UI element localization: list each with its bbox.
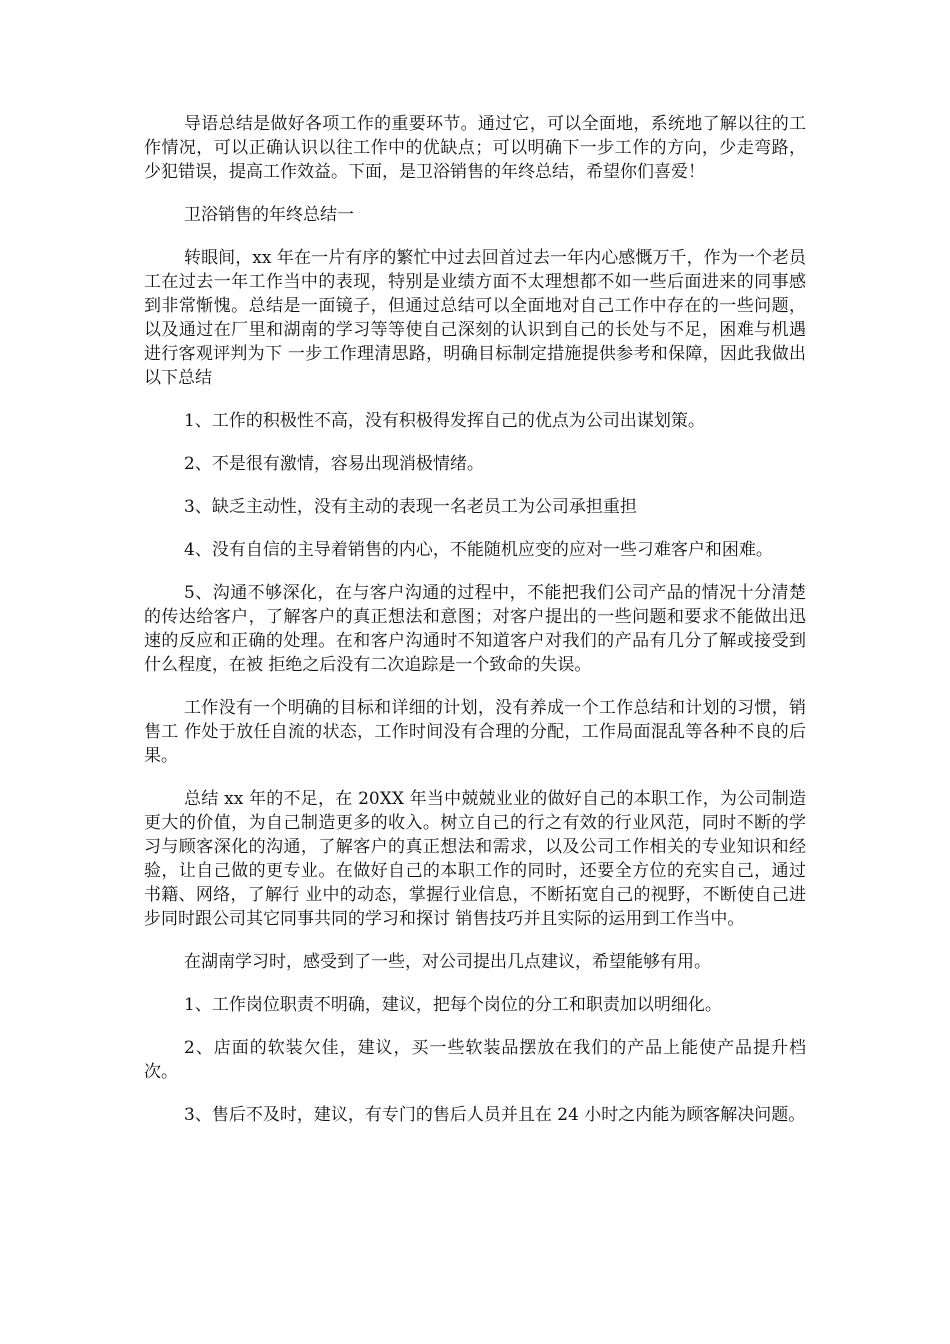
list-item: 3、缺乏主动性，没有主动的表现一名老员工为公司承担重担 — [184, 497, 637, 517]
section-heading: 卫浴销售的年终总结一 — [184, 205, 354, 225]
list-item: 1、工作的积极性不高，没有积极得发挥自己的优点为公司出谋划策。 — [184, 411, 705, 431]
list-item: 4、没有自信的主导着销售的内心，不能随机应变的应对一些刁难客户和困难。 — [184, 540, 773, 560]
body-paragraph: 总结 xx 年的不足，在 20XX 年当中兢兢业业的做好自己的本职工作，为公司制造更大的价值，为自己制造更多的收入。树立自己的行之有效的行业风范，同时不断的学习与顾客深化的沟通，了解客户的真正想法和需求，以及公司工作相关的专业知识和经验，让自己做的更专业。在做好自己的本职工作的同时，还要全方位的充实自己，通过书籍、网络，了解行 业中的动态，掌握行业信息，不断拓宽自己的视野，不断使自己进步同时跟公司其它同事共同的学习和探讨 销售技巧并且实际的运用到工作当中。 — [144, 789, 806, 929]
list-item: 1、工作岗位职责不明确，建议，把每个岗位的分工和职责加以明细化。 — [184, 995, 722, 1015]
intro-paragraph: 导语总结是做好各项工作的重要环节。通过它，可以全面地，系统地了解以往的工作情况，可以正确认识以往工作中的优缺点；可以明确下一步工作的方向，少走弯路，少犯错误，提高工作效益。下面，是卫浴销售的年终总结，希望你们喜爱！ — [144, 114, 806, 182]
list-item: 2、店面的软装欠佳，建议，买一些软装品摆放在我们的产品上能使产品提升档次。 — [144, 1038, 806, 1082]
body-paragraph: 工作没有一个明确的目标和详细的计划，没有养成一个工作总结和计划的习惯，销售工 作处于放任自流的状态，工作时间没有合理的分配，工作局面混乱等各种不良的后果。 — [144, 698, 806, 766]
body-paragraph: 转眼间，xx 年在一片有序的繁忙中过去回首过去一年内心感慨万千，作为一个老员工在过去一年工作当中的表现，特别是业绩方面不太理想都不如一些后面进来的同事感到非常惭愧。总结是一面镜子，但通过总结可以全面地对自己工作中存在的一些问题，以及通过在厂里和湖南的学习等等使自己深刻的认识到自己的长处与不足，困难与机遇进行客观评判为下 一步工作理清思路，明确目标制定措施提供参考和保障，因此我做出以下总结 — [144, 248, 806, 388]
document-body — [144, 112, 806, 1146]
body-paragraph: 在湖南学习时，感受到了一些，对公司提出几点建议，希望能够有用。 — [184, 952, 711, 972]
list-item: 5、沟通不够深化，在与客户沟通的过程中，不能把我们公司产品的情况十分清楚的传达给客户，了解客户的真正想法和意图；对客户提出的一些问题和要求不能做出迅速的反应和正确的处理。在和客户沟通时不知道客户对我们的产品有几分了解或接受到什么程度，在被 拒绝之后没有二次追踪是一个致命的失误。 — [144, 583, 806, 675]
list-item: 2、不是很有激情，容易出现消极情绪。 — [184, 454, 484, 474]
list-item: 3、售后不及时，建议，有专门的售后人员并且在 24 小时之内能为顾客解决问题。 — [184, 1105, 806, 1125]
